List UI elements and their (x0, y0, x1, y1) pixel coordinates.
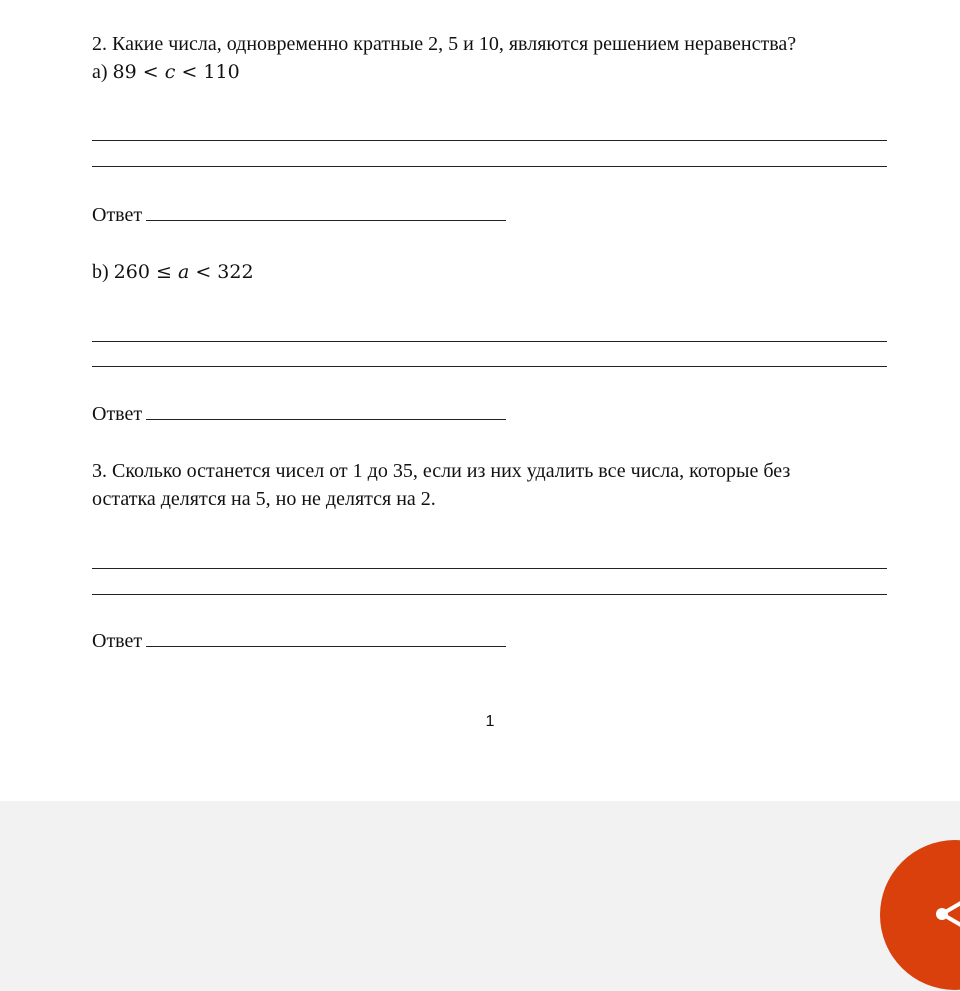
question-2-text: 2. Какие числа, одновременно кратные 2, 5 и 10, являются решением неравенства? (92, 33, 797, 55)
answer-label: Ответ (92, 403, 143, 425)
inequality-b-right: 322 (217, 261, 254, 283)
share-icon (932, 894, 960, 934)
answer-blank[interactable] (146, 401, 506, 420)
inequality-a-left: 89 (112, 61, 137, 83)
answer-blank[interactable] (146, 202, 506, 221)
share-button[interactable] (880, 840, 960, 990)
answer-field-2a[interactable] (92, 201, 506, 229)
writing-line (92, 568, 887, 569)
inequality-a-op1: < (142, 61, 159, 83)
writing-line (92, 366, 887, 367)
part-a-label: а) (92, 61, 108, 83)
writing-line (92, 341, 887, 342)
inequality-a-right: 110 (203, 61, 240, 83)
answer-blank[interactable] (146, 628, 506, 647)
question-2a-inequality (92, 58, 240, 86)
answer-field-3[interactable] (92, 627, 506, 655)
question-2b-inequality (92, 258, 254, 286)
inequality-b-left: 260 (113, 261, 150, 283)
inequality-a (113, 61, 240, 83)
page-number: 1 (485, 713, 495, 730)
question-3-line-1: 3. Сколько останется чисел от 1 до 35, если из них удалить все числа, которые без (92, 460, 791, 482)
inequality-b-op1: ≤ (155, 261, 172, 283)
answer-field-2b[interactable] (92, 400, 506, 428)
question-3-line-2: остатка делятся на 5, но не делятся на 2. (92, 488, 436, 510)
answer-label: Ответ (92, 204, 143, 226)
writing-line (92, 140, 887, 141)
writing-line (92, 166, 887, 167)
part-b-label: b) (92, 261, 109, 283)
inequality-a-var: c (164, 61, 176, 83)
writing-line (92, 594, 887, 595)
inequality-b-var: a (177, 261, 190, 283)
answer-label: Ответ (92, 630, 143, 652)
inequality-b (114, 261, 254, 283)
inequality-a-op2: < (181, 61, 198, 83)
inequality-b-op2: < (195, 261, 212, 283)
